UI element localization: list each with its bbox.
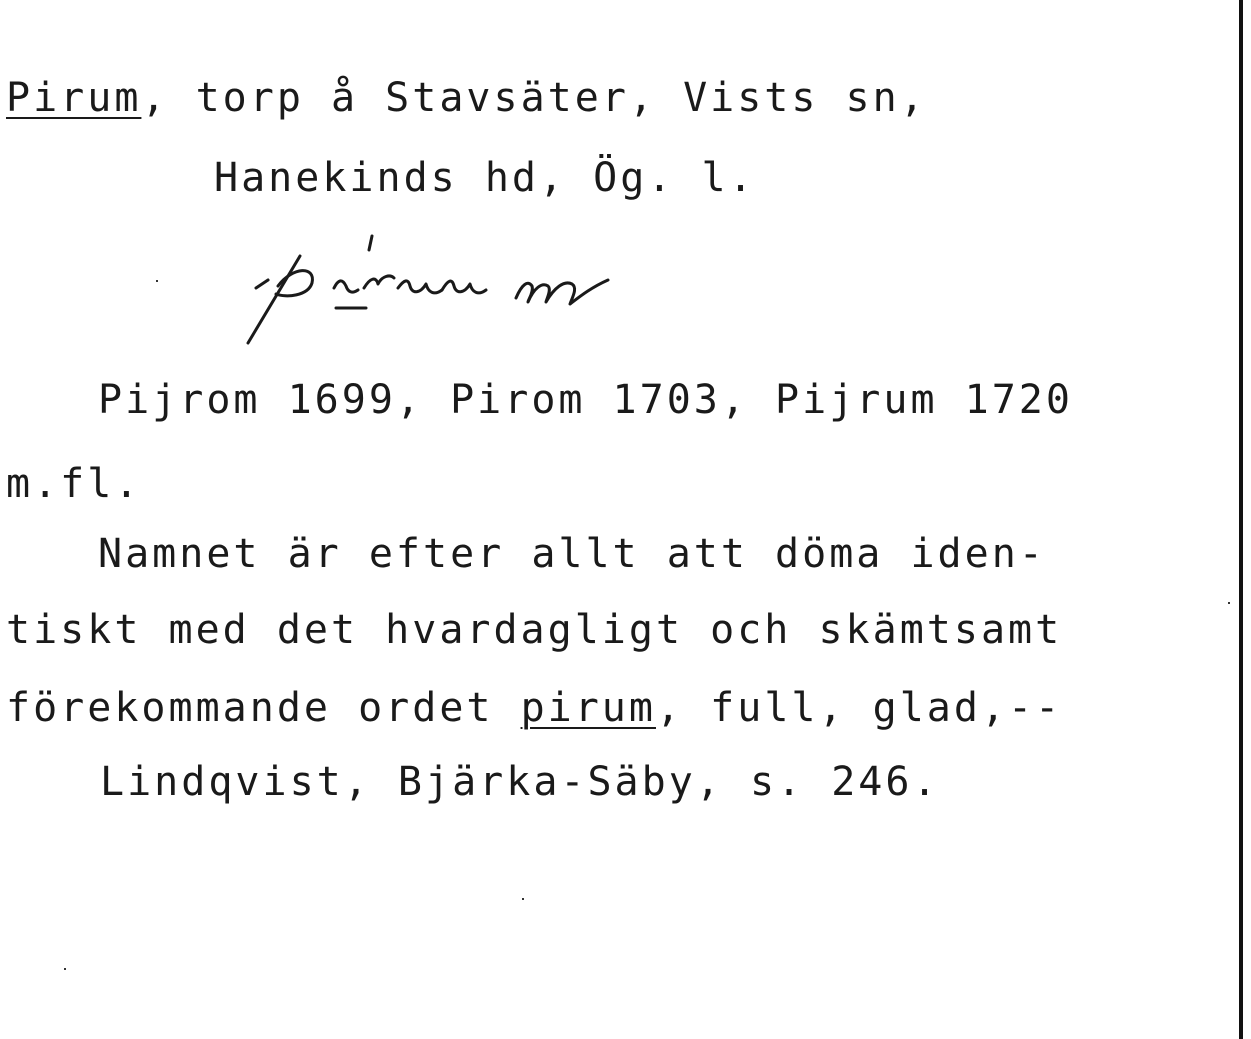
card-line-3: Pijrom 1699, Pirom 1703, Pijrum 1720 xyxy=(98,377,1073,423)
card-line-8: Lindqvist, Bjärka-Säby, s. 246. xyxy=(100,759,940,805)
scan-speck xyxy=(1228,602,1230,604)
line-7-end: , full, glad,-- xyxy=(655,685,1063,731)
line-7-start: förekommande ordet xyxy=(6,685,521,731)
card-line-4: m.fl. xyxy=(6,461,142,507)
scan-speck xyxy=(522,898,524,900)
card-line-7 xyxy=(6,685,1063,731)
card-right-edge xyxy=(1239,0,1243,1039)
headword: Pirum xyxy=(6,75,142,121)
headword-description: , torp å Stavsäter, Vists sn, xyxy=(141,75,927,121)
underlined-word: pirum xyxy=(520,685,656,731)
card-line-5: Namnet är efter allt att döma iden- xyxy=(98,531,1046,577)
handwritten-annotation xyxy=(238,228,638,353)
scan-speck xyxy=(64,968,66,970)
card-line-2: Hanekinds hd, Ög. l. xyxy=(214,155,756,201)
card-line-1 xyxy=(6,75,927,121)
card-line-6: tiskt med det hvardagligt och skämtsamt xyxy=(6,607,1063,653)
scan-speck xyxy=(156,280,158,282)
